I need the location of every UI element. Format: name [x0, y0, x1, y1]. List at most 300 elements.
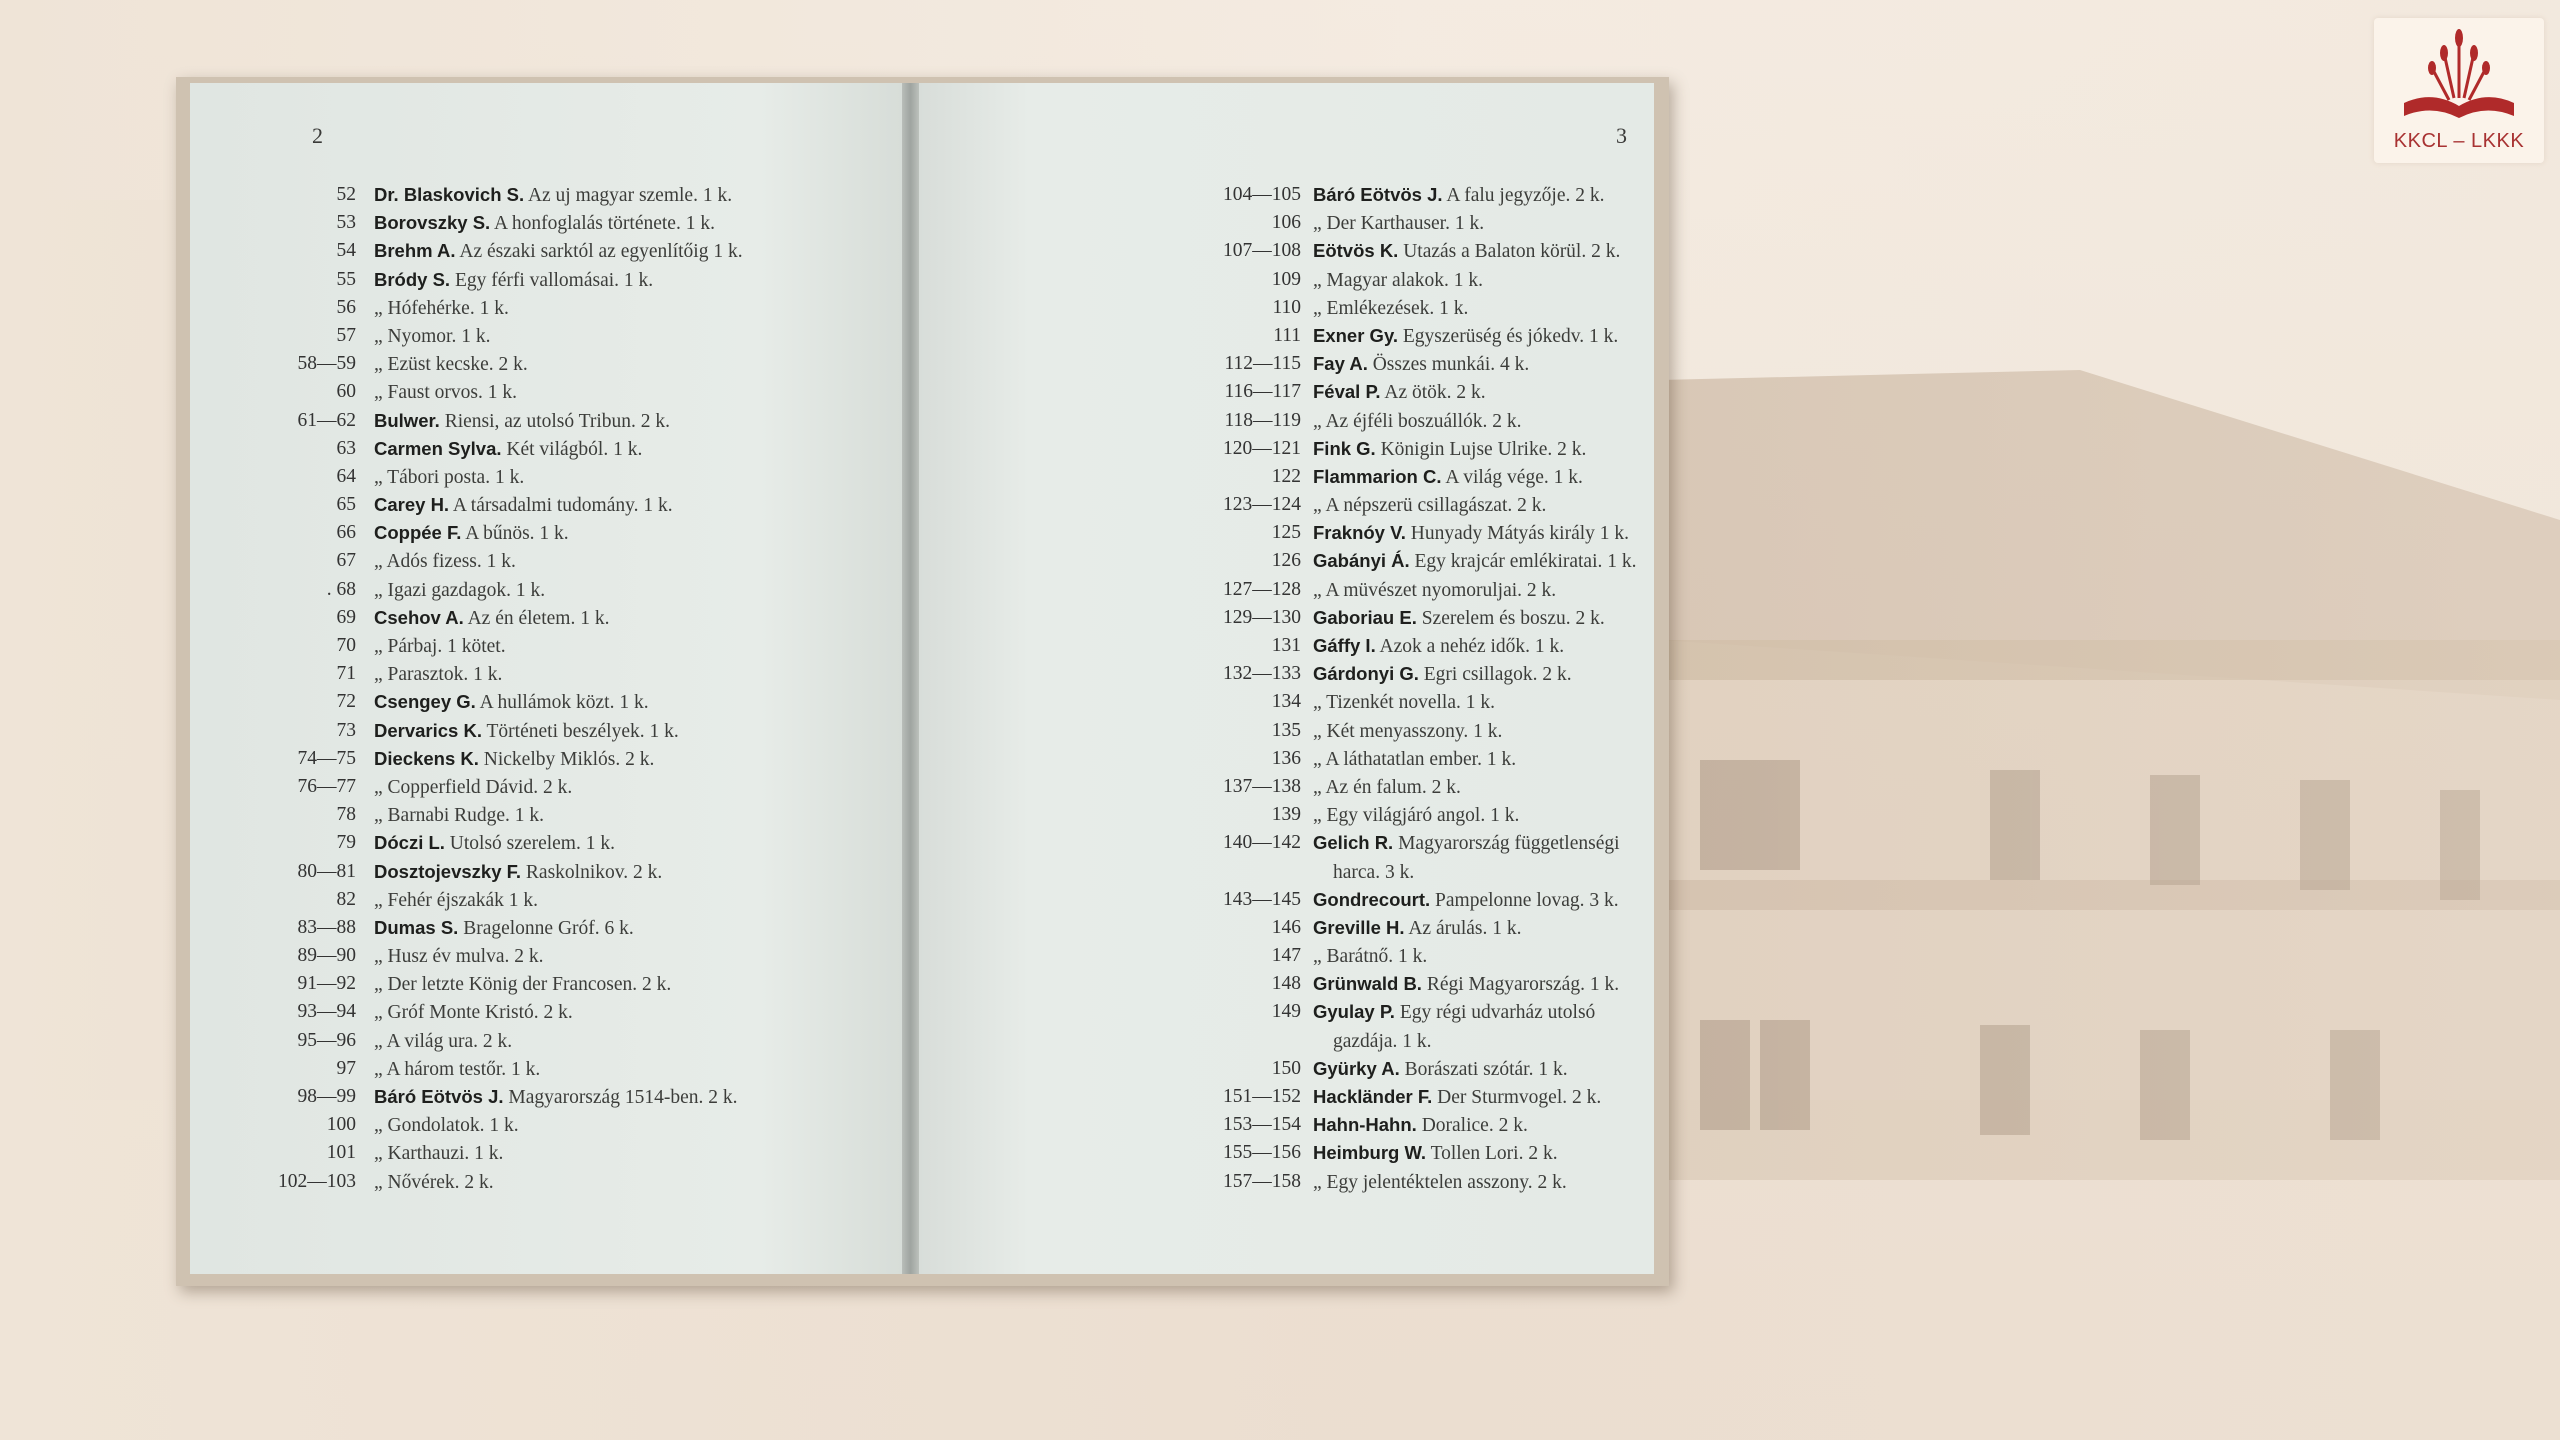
entry-number: 120—121: [1223, 437, 1301, 459]
entry-number: 134: [1271, 691, 1301, 713]
entry-author: Carmen Sylva.: [374, 437, 502, 459]
entry-number: 69: [336, 606, 356, 628]
catalog-entry: [919, 998, 1654, 1026]
entry-text: [1313, 1055, 1568, 1084]
catalog-entry: [190, 407, 902, 435]
entry-title: Tollen Lori. 2 k.: [1430, 1143, 1558, 1165]
entry-text: [1313, 463, 1583, 492]
entry-text: [374, 519, 569, 548]
entry-title: Összes munkái. 4 k.: [1372, 354, 1530, 376]
entry-number: 97: [336, 1057, 356, 1079]
entry-author: Fay A.: [1313, 353, 1368, 375]
entry-number: 63: [336, 437, 356, 459]
entry-text: [374, 463, 524, 492]
entry-text: [1313, 886, 1619, 915]
entry-text: [374, 688, 649, 717]
entry-title: „ Az éjféli boszuállók. 2 k.: [1313, 410, 1522, 432]
catalog-entry: [190, 576, 902, 604]
entry-title: Az árulás. 1 k.: [1408, 917, 1522, 939]
open-book: [176, 77, 1669, 1286]
entry-title: Régi Magyarország. 1 k.: [1426, 974, 1620, 996]
entry-title: „ Tizenkét novella. 1 k.: [1313, 692, 1495, 714]
entry-title: „ Az én falum. 2 k.: [1313, 776, 1461, 798]
entry-title: Egri csillagok. 2 k.: [1423, 664, 1572, 686]
catalog-entry: [919, 1168, 1654, 1196]
entry-title: Egy régi udvarház utolsó: [1399, 1002, 1596, 1024]
catalog-entry: [190, 1139, 902, 1167]
entry-number: 110: [1272, 296, 1301, 318]
catalog-entry: [190, 519, 902, 547]
catalog-entry: [919, 350, 1654, 378]
entry-text: [1313, 1083, 1601, 1112]
entry-number: 67: [336, 550, 356, 572]
entry-title: „ Párbaj. 1 kötet.: [374, 636, 506, 657]
entry-title: „ A népszerü csillagászat. 2 k.: [1313, 495, 1547, 517]
entry-title: „ Adós fizess. 1 k.: [374, 551, 516, 573]
entry-text: [1313, 1168, 1567, 1197]
catalog-entry: [919, 604, 1654, 632]
catalog-entry: [919, 773, 1654, 801]
entry-text: [374, 435, 642, 464]
entry-number: 104—105: [1223, 184, 1301, 205]
entry-title: Der Sturmvogel. 2 k.: [1437, 1087, 1602, 1108]
entry-title: „ A három testőr. 1 k.: [374, 1058, 541, 1080]
entry-author: Féval P.: [1313, 381, 1381, 403]
entry-number: 58—59: [297, 353, 356, 375]
entry-author: Dieckens K.: [374, 747, 479, 769]
catalog-entry: [919, 801, 1654, 829]
entry-title: „ Der letzte König der Francosen. 2 k.: [374, 974, 672, 996]
catalog-entry: [190, 886, 902, 914]
catalog-entry: [190, 322, 902, 350]
book-wheat-icon: [2374, 18, 2544, 128]
entry-title: Doralice. 2 k.: [1421, 1115, 1528, 1137]
entry-author: Csehov A.: [374, 606, 464, 628]
entry-title: „ Nővérek. 2 k.: [374, 1171, 494, 1193]
entry-number: 123—124: [1223, 494, 1301, 516]
catalog-entry: [919, 717, 1654, 745]
entry-text: [1313, 829, 1620, 858]
entry-number: 116—117: [1224, 381, 1301, 403]
entry-author: Báró Eötvös J.: [1313, 184, 1443, 205]
catalog-entry: [190, 660, 902, 688]
entry-author: Báró Eötvös J.: [374, 1086, 504, 1107]
entry-number: 155—156: [1223, 1142, 1301, 1164]
catalog-entry: [919, 942, 1654, 970]
entry-title: Az uj magyar szemle. 1 k.: [527, 185, 733, 206]
entry-number: 74—75: [297, 747, 356, 769]
entry-text: [1313, 322, 1618, 351]
entry-title: „ Karthauzi. 1 k.: [374, 1143, 504, 1165]
entry-number: 64: [336, 465, 356, 487]
logo-text: KKCL – LKKK: [2393, 130, 2525, 152]
entry-number: 93—94: [297, 1001, 356, 1023]
entry-title: „ Emlékezések. 1 k.: [1313, 297, 1469, 319]
entry-number: 107—108: [1223, 240, 1301, 262]
catalog-entry: [919, 1083, 1654, 1111]
entry-text: [1313, 801, 1519, 830]
entry-text: [374, 942, 544, 971]
entry-title: Hunyady Mátyás király 1 k.: [1410, 523, 1630, 545]
entry-text: [374, 407, 670, 436]
entry-number: 82: [336, 888, 356, 910]
entry-text: [1333, 1027, 1432, 1056]
entry-number: 73: [336, 719, 356, 741]
entry-text: [1313, 519, 1629, 548]
catalog-entry: [190, 209, 902, 237]
entry-text: [374, 1055, 540, 1084]
catalog-entry: [190, 463, 902, 491]
catalog-entry: [919, 1055, 1654, 1083]
entry-number: 57: [336, 324, 356, 346]
entry-title: harca. 3 k.: [1333, 861, 1415, 883]
catalog-entry: [919, 886, 1654, 914]
catalog-entry: [190, 801, 902, 829]
entry-author: Heimburg W.: [1313, 1142, 1427, 1164]
entry-title: „ Fehér éjszakák 1 k.: [374, 889, 539, 911]
entry-number: 80—81: [297, 860, 356, 882]
entry-text: [1313, 942, 1427, 971]
catalog-entry: [190, 1055, 902, 1083]
catalog-entry: [919, 914, 1654, 942]
entry-text: [1313, 378, 1486, 407]
entry-text: [374, 858, 662, 887]
entry-author: Gondrecourt.: [1313, 888, 1431, 910]
catalog-entry: [919, 829, 1654, 857]
entry-number: 140—142: [1223, 832, 1301, 854]
entry-number: 122: [1271, 465, 1301, 487]
entry-title: Történeti beszélyek. 1 k.: [486, 720, 679, 742]
entry-author: Gabányi Á.: [1313, 550, 1410, 572]
entry-text: [1313, 1139, 1558, 1168]
entry-text: [374, 294, 509, 323]
entry-list: [919, 181, 1654, 1196]
entry-author: Dosztojevszky F.: [374, 860, 522, 882]
entry-author: Gelich R.: [1313, 832, 1394, 854]
entry-number: 56: [336, 296, 356, 318]
entry-title: Utolsó szerelem. 1 k.: [449, 833, 615, 855]
entry-number: 136: [1271, 747, 1301, 769]
entry-number: 100: [326, 1114, 356, 1136]
catalog-entry: [919, 435, 1654, 463]
entry-text: [374, 604, 609, 633]
entry-number: 143—145: [1223, 888, 1301, 910]
entry-title: A társadalmi tudomány. 1 k.: [452, 495, 673, 517]
entry-title: „ Barnabi Rudge. 1 k.: [374, 805, 545, 827]
entry-text: [1313, 491, 1546, 520]
entry-text: [1313, 237, 1620, 266]
entry-title: „ Nyomor. 1 k.: [374, 325, 491, 347]
catalog-entry: [919, 858, 1654, 886]
entry-author: Exner Gy.: [1313, 324, 1399, 346]
entry-text: [374, 632, 506, 661]
entry-number: 106: [1271, 212, 1301, 234]
catalog-entry: [190, 1111, 902, 1139]
entry-number: 91—92: [297, 973, 356, 995]
entry-author: Gaboriau E.: [1313, 606, 1417, 628]
entry-text: [374, 1111, 519, 1140]
entry-author: Hahn-Hahn.: [1313, 1114, 1417, 1136]
entry-text: [374, 1027, 512, 1056]
entry-title: Utazás a Balaton körül. 2 k.: [1403, 241, 1621, 263]
entry-text: [1313, 407, 1521, 436]
catalog-entry: [919, 237, 1654, 265]
entry-title: Egyszerüség és jókedv. 1 k.: [1402, 325, 1619, 347]
entry-author: Dumas S.: [374, 916, 459, 938]
entry-number: 65: [336, 494, 356, 516]
entry-title: „ A láthatatlan ember. 1 k.: [1313, 748, 1517, 770]
entry-number: 102—103: [278, 1170, 356, 1192]
entry-number: 112—115: [1224, 353, 1301, 375]
catalog-entry: [190, 294, 902, 322]
catalog-entry: [190, 181, 902, 209]
entry-text: [1313, 266, 1483, 295]
catalog-entry: [190, 604, 902, 632]
entry-author: Brehm A.: [374, 240, 456, 262]
entry-text: [1313, 745, 1516, 774]
entry-number: 126: [1271, 550, 1301, 572]
catalog-entry: [919, 294, 1654, 322]
catalog-entry: [919, 322, 1654, 350]
catalog-entry: [190, 773, 902, 801]
entry-number: 139: [1271, 804, 1301, 826]
catalog-entry: [919, 688, 1654, 716]
entry-title: Raskolnikov. 2 k.: [525, 861, 663, 883]
entry-title: Magyarország függetlenségi: [1398, 833, 1620, 855]
entry-text: [1313, 435, 1586, 464]
entry-title: „ Ezüst kecske. 2 k.: [374, 354, 528, 376]
entry-number: 109: [1271, 268, 1301, 290]
entry-author: Eötvös K.: [1313, 240, 1399, 262]
entry-number: 54: [336, 240, 356, 262]
entry-title: Nickelby Miklós. 2 k.: [483, 748, 655, 770]
entry-author: Borovszky S.: [374, 212, 491, 234]
catalog-entry: [919, 1111, 1654, 1139]
catalog-entry: [919, 547, 1654, 575]
catalog-entry: [919, 632, 1654, 660]
entry-number: 157—158: [1223, 1170, 1301, 1192]
entry-title: „ Barátnő. 1 k.: [1313, 946, 1428, 968]
entry-text: [374, 209, 715, 238]
entry-number: 89—90: [297, 945, 356, 967]
entry-text: [1313, 970, 1619, 999]
entry-title: Szerelem és boszu. 2 k.: [1421, 607, 1605, 629]
entry-text: [1313, 181, 1604, 210]
catalog-entry: [190, 237, 902, 265]
catalog-entry: [919, 519, 1654, 547]
catalog-entry: [190, 970, 902, 998]
catalog-entry: [919, 1027, 1654, 1055]
entry-number: 137—138: [1223, 775, 1301, 797]
entry-author: Carey H.: [374, 494, 450, 516]
entry-title: Az én életem. 1 k.: [467, 607, 610, 629]
page-number: 2: [312, 123, 323, 148]
entry-title: „ A müvészet nyomoruljai. 2 k.: [1313, 579, 1557, 601]
entry-text: [374, 970, 671, 999]
entry-text: [1313, 1111, 1528, 1140]
entry-number: 76—77: [297, 775, 356, 797]
catalog-entry: [190, 688, 902, 716]
catalog-entry: [919, 407, 1654, 435]
entry-title: Az ötök. 2 k.: [1384, 382, 1486, 404]
entry-number: 146: [1271, 916, 1301, 938]
entry-text: [1333, 858, 1414, 887]
entry-number: 148: [1271, 973, 1301, 995]
entry-title: Königin Lujse Ulrike. 2 k.: [1380, 438, 1587, 460]
catalog-entry: [919, 181, 1654, 209]
catalog-entry: [190, 491, 902, 519]
entry-author: Grünwald B.: [1313, 973, 1422, 995]
catalog-entry: [190, 350, 902, 378]
entry-text: [374, 914, 634, 943]
entry-author: Csengey G.: [374, 691, 476, 713]
entry-text: [374, 773, 572, 802]
entry-text: [374, 237, 743, 266]
entry-number: 83—88: [297, 916, 356, 938]
entry-title: Két világból. 1 k.: [506, 438, 643, 460]
page-number: 3: [1616, 123, 1627, 148]
entry-title: A hullámok közt. 1 k.: [479, 692, 649, 714]
catalog-entry: [190, 1168, 902, 1196]
catalog-entry: [919, 209, 1654, 237]
entry-text: [374, 576, 545, 605]
entry-number: 101: [326, 1142, 356, 1164]
entry-number: 55: [336, 268, 356, 290]
catalog-entry: [919, 970, 1654, 998]
entry-title: „ Magyar alakok. 1 k.: [1313, 269, 1484, 291]
entry-text: [1313, 632, 1564, 661]
entry-text: [374, 1139, 503, 1168]
entry-author: Gáffy I.: [1313, 635, 1376, 656]
entry-text: [1313, 688, 1495, 717]
entry-author: Bródy S.: [374, 268, 451, 290]
entry-title: A honfoglalás története. 1 k.: [494, 213, 715, 235]
entry-text: [1313, 294, 1468, 323]
entry-list: [190, 181, 902, 1196]
entry-text: [1313, 660, 1572, 689]
catalog-entry: [190, 632, 902, 660]
entry-title: „ Husz év mulva. 2 k.: [374, 946, 544, 968]
entry-title: „ Faust orvos. 1 k.: [374, 382, 517, 404]
entry-number: 72: [336, 691, 356, 713]
entry-text: [374, 829, 615, 858]
entry-number: 118—119: [1224, 409, 1301, 431]
entry-number: 61—62: [297, 409, 356, 431]
entry-text: [1313, 209, 1484, 238]
entry-title: Borászati szótár. 1 k.: [1404, 1058, 1568, 1080]
entry-text: [374, 660, 502, 689]
entry-number: 71: [336, 663, 356, 685]
entry-number: . 68: [326, 578, 356, 600]
entry-title: A falu jegyzője. 2 k.: [1446, 185, 1605, 206]
entry-text: [1313, 717, 1502, 746]
entry-author: Gyulay P.: [1313, 1001, 1395, 1023]
entry-number: 78: [336, 804, 356, 826]
entry-text: [1313, 773, 1461, 802]
entry-text: [374, 266, 653, 295]
entry-title: gazdája. 1 k.: [1333, 1030, 1432, 1052]
entry-title: Riensi, az utolsó Tribun. 2 k.: [444, 410, 671, 432]
entry-number: 132—133: [1223, 663, 1301, 685]
entry-text: [374, 547, 516, 576]
entry-number: 79: [336, 832, 356, 854]
entry-text: [374, 181, 732, 210]
book-gutter: [902, 83, 919, 1274]
entry-text: [374, 491, 673, 520]
catalog-entry: [919, 1139, 1654, 1167]
entry-title: Azok a nehéz idők. 1 k.: [1379, 636, 1565, 657]
catalog-entry: [919, 378, 1654, 406]
entry-title: „ Két menyasszony. 1 k.: [1313, 720, 1503, 742]
entry-title: Egy krajcár emlékiratai. 1 k.: [1414, 551, 1637, 573]
catalog-entry: [919, 463, 1654, 491]
entry-text: [374, 745, 654, 774]
entry-author: Dóczi L.: [374, 832, 445, 854]
entry-author: Fink G.: [1313, 437, 1376, 459]
catalog-entry: [190, 1083, 902, 1111]
catalog-entry: [190, 914, 902, 942]
entry-text: [1313, 547, 1637, 576]
entry-number: 125: [1271, 522, 1301, 544]
catalog-entry: [190, 435, 902, 463]
entry-text: [374, 801, 544, 830]
catalog-entry: [190, 378, 902, 406]
entry-number: 153—154: [1223, 1114, 1301, 1136]
entry-number: 60: [336, 381, 356, 403]
entry-title: Az északi sarktól az egyenlítőig 1 k.: [459, 241, 743, 263]
entry-number: 127—128: [1223, 578, 1301, 600]
entry-text: [1313, 914, 1522, 943]
entry-author: Fraknóy V.: [1313, 522, 1406, 544]
entry-author: Greville H.: [1313, 916, 1405, 938]
left-page: [190, 83, 902, 1274]
entry-title: „ A világ ura. 2 k.: [374, 1030, 513, 1052]
entry-text: [1313, 350, 1529, 379]
catalog-entry: [190, 858, 902, 886]
catalog-entry: [190, 998, 902, 1026]
entry-number: 95—96: [297, 1029, 356, 1051]
entry-author: Hackländer F.: [1313, 1086, 1433, 1107]
entry-author: Dervarics K.: [374, 719, 482, 741]
entry-number: 150: [1271, 1057, 1301, 1079]
catalog-entry: [919, 745, 1654, 773]
entry-text: [374, 322, 490, 351]
entry-title: „ Parasztok. 1 k.: [374, 664, 503, 686]
entry-number: 149: [1271, 1001, 1301, 1023]
entry-author: Coppée F.: [374, 522, 462, 544]
entry-author: Dr. Blaskovich S.: [374, 184, 525, 205]
entry-title: „ Egy világjáró angol. 1 k.: [1313, 805, 1520, 827]
catalog-entry: [190, 1027, 902, 1055]
catalog-entry: [919, 660, 1654, 688]
entry-title: Egy férfi vallomásai. 1 k.: [454, 269, 654, 291]
entry-author: Gyürky A.: [1313, 1057, 1400, 1079]
entry-title: „ Der Karthauser. 1 k.: [1313, 213, 1485, 235]
entry-title: „ Hófehérke. 1 k.: [374, 297, 509, 319]
entry-number: 129—130: [1223, 606, 1301, 628]
entry-number: 151—152: [1223, 1086, 1301, 1107]
entry-text: [1313, 576, 1556, 605]
entry-text: [374, 378, 517, 407]
entry-title: Pampelonne lovag. 3 k.: [1435, 889, 1619, 911]
entry-text: [1313, 604, 1605, 633]
entry-title: A világ vége. 1 k.: [1445, 466, 1583, 488]
entry-number: 66: [336, 522, 356, 544]
catalog-entry: [190, 266, 902, 294]
catalog-entry: [190, 547, 902, 575]
entry-title: „ Egy jelentéktelen asszony. 2 k.: [1313, 1171, 1567, 1193]
catalog-entry: [190, 942, 902, 970]
